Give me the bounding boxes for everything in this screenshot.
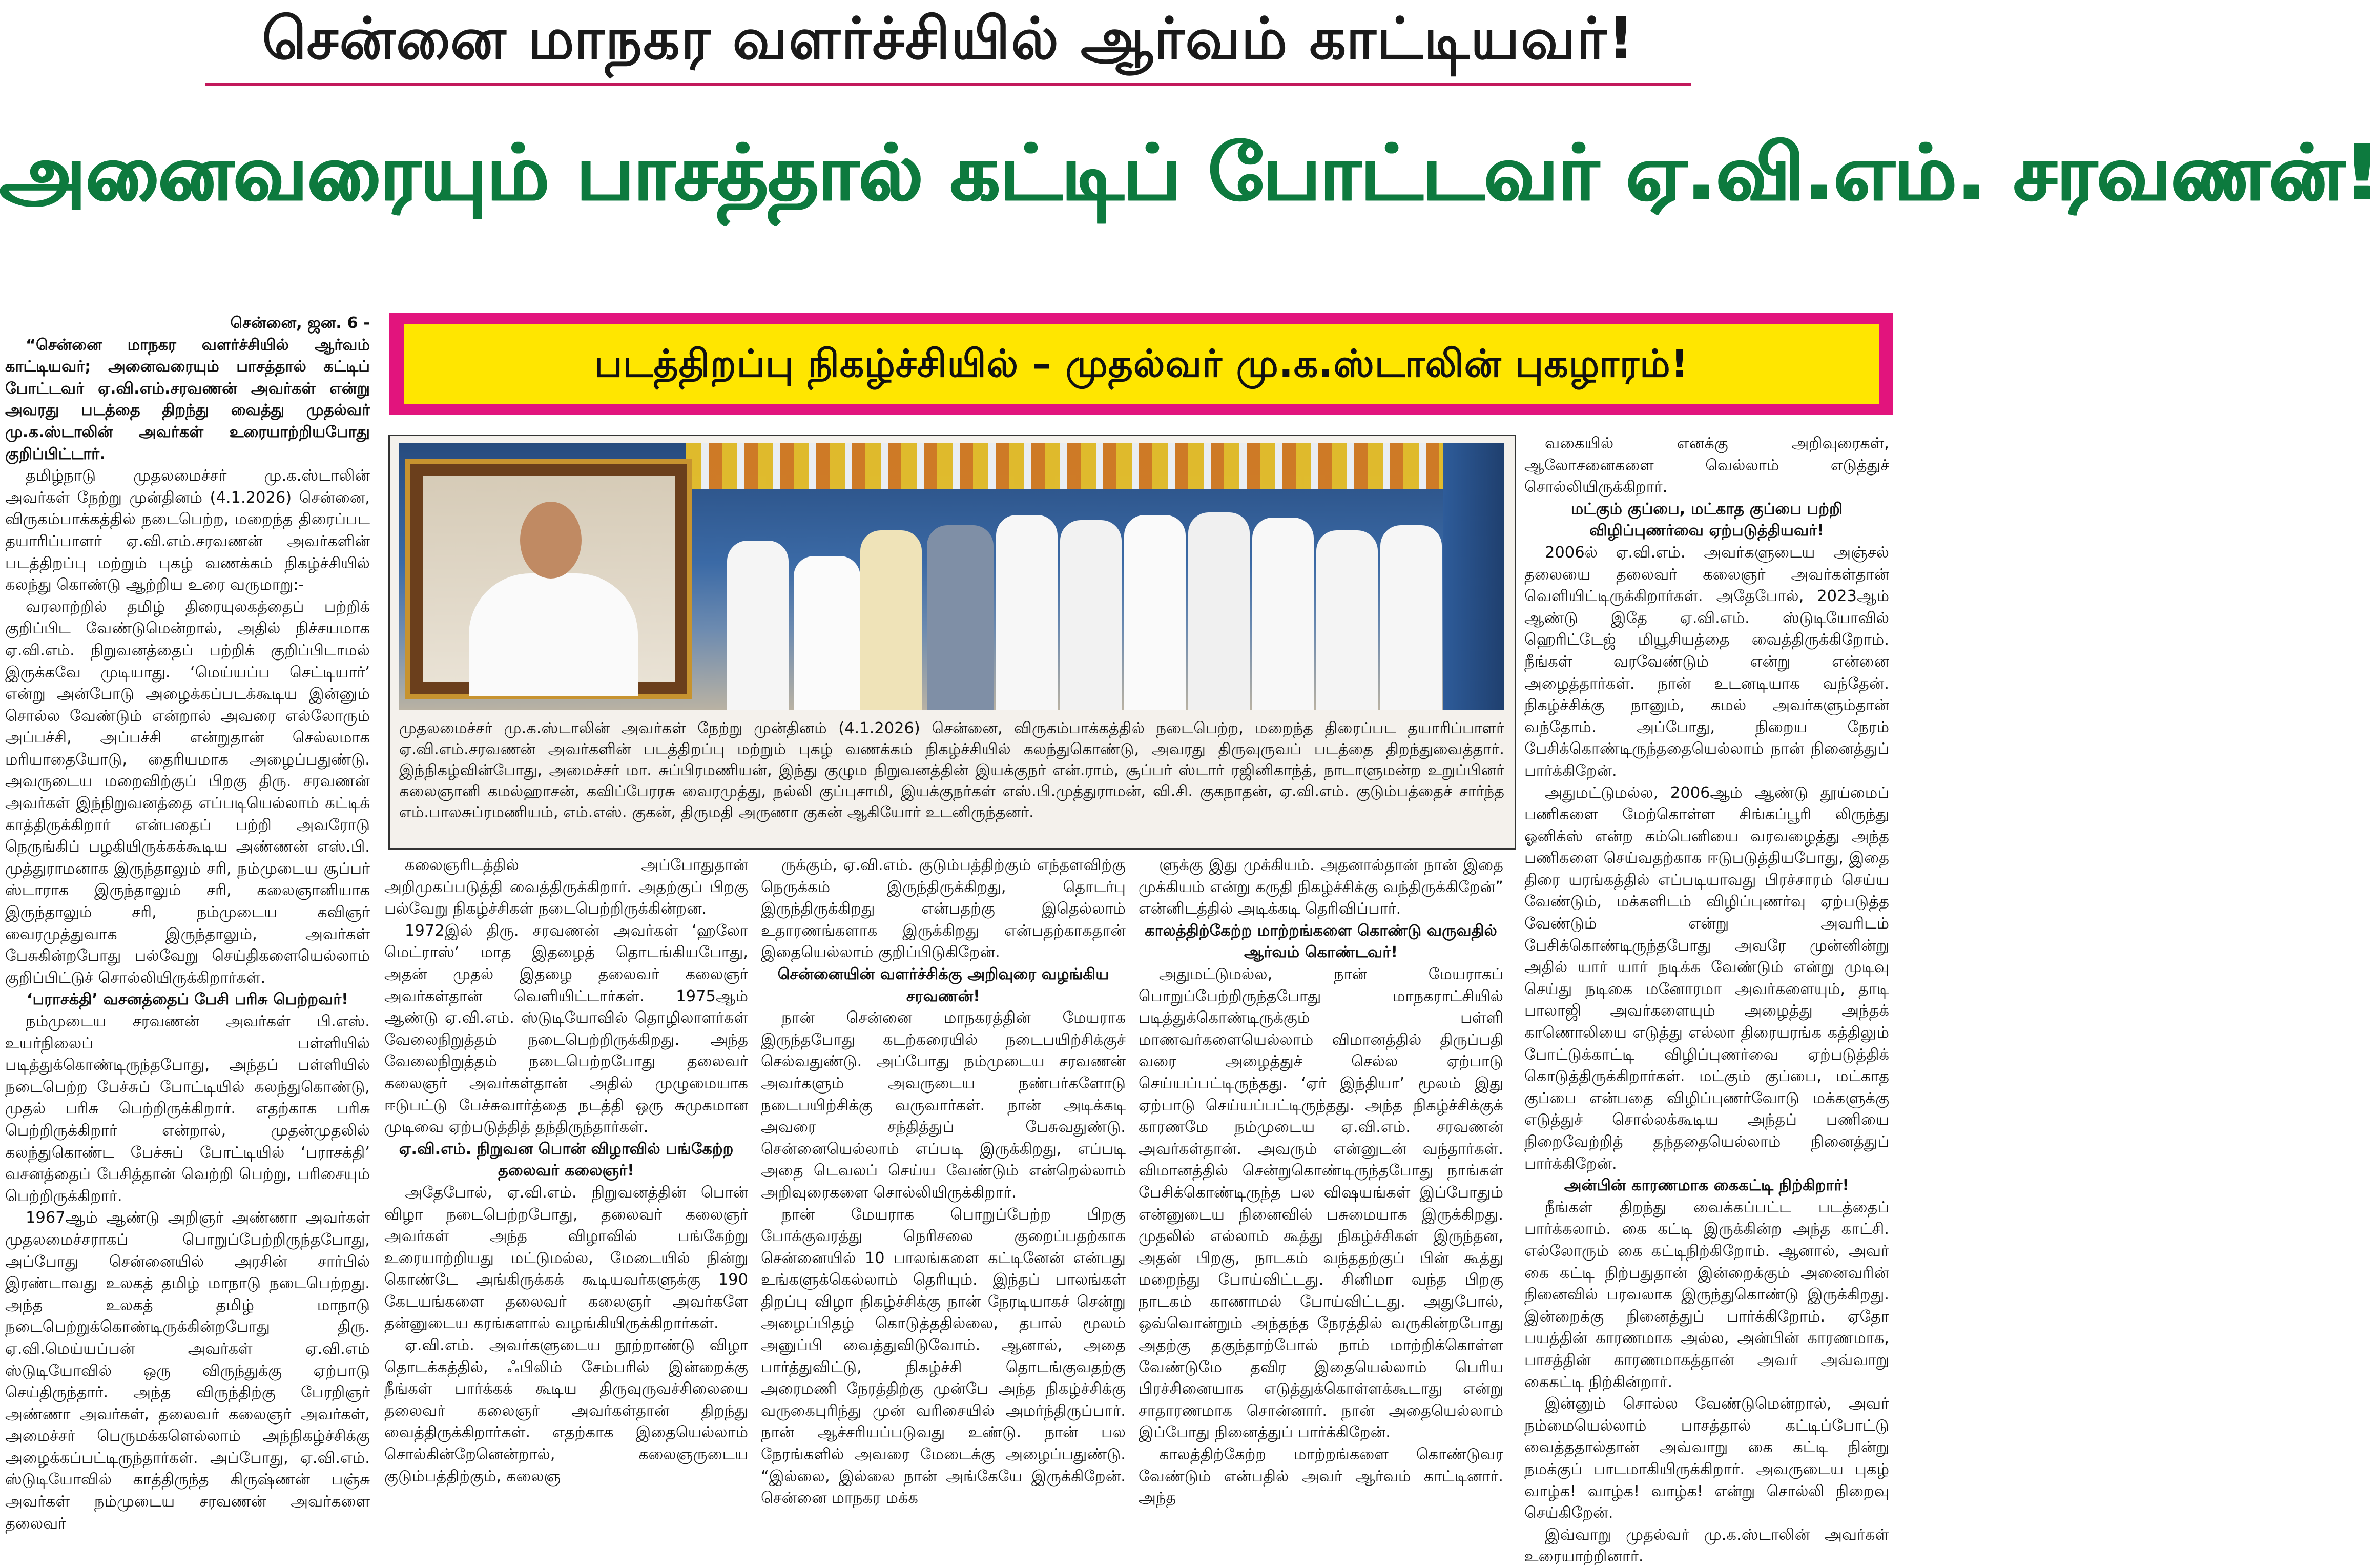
paragraph: நான் சென்னை மாநகரத்தின் மேயராக இருந்தபோது கடற்கரையில் நடைபயிற்சிக்குச் செல்வதுண்டு. அப்போது நம்முடைய சரவணன் அவர்களும் அவருடைய நண்பர்களோடு நடைபயிற்சிக்கு வருவார்கள். நான் அடிக்கடி அவரை சந்தித்துப் பேசுவதுண்டு. சென்னையெல்லாம் எப்படி இருக்கிறது, எப்படி அதை டெவலப் செய்ய வேண்டும் என்றெல்லாம் அறிவுரைகளை சொல்லியிருக்கிறார். <box>761 1009 1126 1202</box>
paragraph: ருக்கும், ஏ.வி.எம். குடும்பத்திற்கும் எந்தளவிற்கு நெருக்கம் இருந்திருக்கிறது, தொடர்பு இருந்திருக்கிறது என்பதற்கு இதெல்லாம் உதாரணங்களாக இருக்கிறது என்பதற்காகதான் இதையெல்லாம் குறிப்பிடுகிறேன். <box>761 856 1126 962</box>
photo-with-caption <box>388 435 1516 850</box>
portrait-frame <box>405 459 692 699</box>
section-subhead: ‘பராசக்தி’ வசனத்தைப் பேசி பரிசு பெற்றவர்! <box>26 991 349 1009</box>
photo-caption: முதலமைச்சர் மு.க.ஸ்டாலின் அவர்கள் நேற்று முன்தினம் (4.1.2026) சென்னை, விருகம்பாக்கத்தில் நடைபெற்ற, மறைந்த திரைப்பட தயாரிப்பாளர் ஏ.வி.எம்.சரவணன் அவர்களின் படத்திறப்பு மற்றும் புகழ் வணக்கம் நிகழ்ச்சியில் கலந்துகொண்டு, அவரது திருவுருவப் படத்தை திறந்துவைத்தார். இந்நிகழ்வின்போது, அமைச்சர் மா. சுப்பிரமணியன், இந்து குழும நிறுவனத்தின் இயக்குநர் என்.ராம், சூப்பர் ஸ்டார் ரஜினிகாந்த், நாடாளுமன்ற உறுப்பினர் கலைஞானி கமல்ஹாசன், கவிப்பேரரசு வைரமுத்து, நல்லி குப்புசாமி, இயக்குநர்கள் எஸ்.பி.முத்துராமன், வி.சி. குகநாதன், ஏ.வி.எம். குடும்பத்தைச் சார்ந்த எம்.பாலசுப்ரமணியம், எம்.எஸ். குகன், திருமதி அருணா குகன் ஆகியோர் உடனிருந்தனர். <box>399 719 1504 821</box>
column-5 <box>1524 433 1889 1566</box>
paragraph: இன்னும் சொல்ல வேண்டுமென்றால், அவர் நம்மையெல்லாம் பாசத்தால் கட்டிப்போட்டு வைத்ததால்தான் அவ்வாறு கை கட்டி நின்று நமக்குப் பாடமாகியிருக்கிறார். அவருடைய புகழ் வாழ்க! வாழ்க! வாழ்க! என்று சொல்லி நிறைவு செய்கிறேன். <box>1524 1395 1889 1522</box>
headline-divider <box>205 83 1691 86</box>
section-subhead: மட்கும் குப்பை, மட்காத குப்பை பற்றி விழிப்புணர்வை ஏற்படுத்தியவர்! <box>1570 500 1843 540</box>
paragraph: 1967ஆம் ஆண்டு அறிஞர் அண்ணா அவர்கள் முதலமைச்சராகப் பொறுப்பேற்றிருந்தபோது, அப்போது சென்னையில் அரசின் சார்பில் இரண்டாவது உலகத் தமிழ் மாநாடு நடைபெற்றது. அந்த உலகத் தமிழ் மாநாடு நடைபெற்றுக்கொண்டிருக்கின்றபோது திரு. ஏ.வி.மெய்யப்பன் அவர்கள் ஏ.வி.எம் ஸ்டுடியோவில் ஒரு விருந்துக்கு ஏற்பாடு செய்திருந்தார். அந்த விருந்திற்கு பேரறிஞர் அண்ணா அவர்கள், தலைவர் கலைஞர் அவர்கள், அமைச்சர் பெருமக்களெல்லாம் அந்நிகழ்ச்சிக்கு அழைக்கப்பட்டிருந்தார்கள். அப்போது, ஏ.வி.எம். ஸ்டுடியோவில் காத்திருந்த கிருஷ்ணன் பஞ்சு அவர்கள் நம்முடைய சரவணன் அவர்களை தலைவர் <box>5 1209 370 1533</box>
stage-curtain <box>1443 443 1504 710</box>
paragraph: தமிழ்நாடு முதலமைச்சர் மு.க.ஸ்டாலின் அவர்கள் நேற்று முன்தினம் (4.1.2026) சென்னை, விருகம்பாக்கத்தில் நடைபெற்ற, மறைந்த திரைப்பட தயாரிப்பாளர் ஏ.வி.எம்.சரவணன் அவர்களின் படத்திறப்பு மற்றும் புகழ் வணக்கம் நிகழ்ச்சியில் கலந்து கொண்டு ஆற்றிய உரை வருமாறு:- <box>5 467 370 594</box>
paragraph: நான் மேயராக பொறுப்பேற்ற பிறகு போக்குவரத்து நெரிசலை குறைப்பதற்காக சென்னையில் 10 பாலங்களை கட்டினேன் என்பது உங்களுக்கெல்லாம் தெரியும். இந்தப் பாலங்கள் திறப்பு விழா நிகழ்ச்சிக்கு நான் நேரடியாகச் சென்று அழைப்பிதழ் கொடுத்ததில்லை, தபால் மூலம் அனுப்பி வைத்துவிடுவோம். ஆனால், அதை பார்த்துவிட்டு, நிகழ்ச்சி தொடங்குவதற்கு அரைமணி நேரத்திற்கு முன்பே அந்த நிகழ்ச்சிக்கு வருகைபுரிந்து முன் வரிசையில் அமர்ந்திருப்பார். நான் ஆச்சரியப்படுவது உண்டு. நான் பல நேரங்களில் அவரை மேடைக்கு அழைப்பதுண்டு. “இல்லை, இல்லை நான் அங்கேயே இருக்கிறேன். சென்னை மாநகர மக்க <box>761 1205 1126 1508</box>
paragraph: 2006ல் ஏ.வி.எம். அவர்களுடைய அஞ்சல் தலையை தலைவர் கலைஞர் அவர்கள்தான் வெளியிட்டிருக்கிறார்கள். அதேபோல், 2023ஆம் ஆண்டு இதே ஏ.வி.எம். ஸ்டுடியோவில் ஹெரிட்டேஜ் மியூசியத்தை வைத்திருக்கிறோம். நீங்கள் வரவேண்டும் என்று என்னை அழைத்தார்கள். நான் உடனடியாக வந்தேன். நிகழ்ச்சிக்கு நானும், கமல் அவர்களும்தான் வந்தோம். அப்போது, நிறைய நேரம் பேசிக்கொண்டிருந்ததையெல்லாம் நான் நினைத்துப் பார்க்கிறேன். <box>1524 543 1889 780</box>
subheadline-band <box>389 313 1893 415</box>
paragraph: அதுமட்டுமல்ல, 2006ஆம் ஆண்டு தூய்மைப் பணிகளை மேற்கொள்ள சிங்கப்பூரி லிருந்து ஓனிக்ஸ் என்ற கம்பெனியை வரவழைத்து அந்த பணிகளை செய்வதற்காக ஈடுபடுத்தியபோது, இதை திரை யரங்கத்தில் எப்படியாவது பிரச்சாரம் செய்ய வேண்டும், மக்களிடம் விழிப்புணர்வு ஏற்படுத்த வேண்டும் என்று அவரிடம் பேசிக்கொண்டிருந்தபோது அவரே முன்னின்று அதில் யார் யார் நடிக்க வேண்டும் என்று முடிவு செய்து நடிகை மனோரமா அவர்களையும், தாடி பாலாஜி அவர்களையும் அழைத்து அந்தக் காணொலியை எடுத்து எல்லா திரையரங்க கத்திலும் போட்டுக்காட்டி விழிப்புணர்வை ஏற்படுத்திக் கொடுத்திருக்கிறார்கள். மட்கும் குப்பை, மட்காத குப்பை என்பதை விழிப்புணர்வோடு மக்களுக்கு எடுத்துச் சொல்லக்கூடிய அந்தப் பணியை நிறைவேற்றித் தந்ததையெல்லாம் நினைத்துப் பார்க்கிறேன். <box>1524 783 1889 1173</box>
main-headline: அனைவரையும் பாசத்தால் கட்டிப் போட்டவர் ஏ.வி.எம். சரவணன்! <box>0 129 2380 218</box>
column-3 <box>761 855 1126 1508</box>
section-subhead: சென்னையின் வளர்ச்சிக்கு அறிவுரை வழங்கிய சரவணன்! <box>777 965 1109 1005</box>
paragraph: நீங்கள் திறந்து வைக்கப்பட்ட படத்தைப் பார்க்கலாம். கை கட்டி இருக்கின்ற அந்த காட்சி. எல்லோரும் கை கட்டிநிற்கிறோம். ஆனால், அவர் கை கட்டி நிற்பதுதான் இன்றைக்கும் அனைவரின் நினைவில் பரவலாக இருந்துகொண்டு இருக்கிறது. இன்றைக்கு நினைத்துப் பார்க்கிறோம். ஏதோ பயத்தின் காரணமாக அல்ல, அன்பின் காரணமாக, பாசத்தின் காரணமாகத்தான் அவர் அவ்வாறு கைகட்டி நிற்கின்றார். <box>1524 1198 1889 1391</box>
paragraph: ளுக்கு இது முக்கியம். அதனால்தான் நான் இதை முக்கியம் என்று கருதி நிகழ்ச்சிக்கு வந்திருக்கிறேன்” என்னிடத்தில் அடிக்கடி தெரிவிப்பார். <box>1139 856 1503 918</box>
paragraph: இவ்வாறு முதல்வர் மு.க.ஸ்டாலின் அவர்கள் உரையாற்றினார். <box>1524 1525 1889 1566</box>
paragraph: அதேபோல், ஏ.வி.எம். நிறுவனத்தின் பொன் விழா நடைபெற்றபோது, தலைவர் கலைஞர் அவர்கள் அந்த விழாவில் பங்கேற்று உரையாற்றியது மட்டுமல்ல, மேடையில் நின்று கொண்டே அங்கிருக்கக் கூடியவர்களுக்கு 190 கேடயங்களை தலைவர் கலைஞர் அவர்களே தன்னுடைய கரங்களால் வழங்கியிருக்கிறார்கள். <box>384 1183 748 1333</box>
paragraph: காலத்திற்கேற்ற மாற்றங்களை கொண்டுவர வேண்டும் என்பதில் அவர் ஆர்வம் காட்டினார். அந்த <box>1139 1446 1503 1508</box>
section-subhead: அன்பின் காரணமாக கைகட்டி நிற்கிறார்! <box>1564 1177 1850 1195</box>
intro-paragraph: “சென்னை மாநகர வளர்ச்சியில் ஆர்வம் காட்டியவர்; அனைவரையும் பாசத்தால் கட்டிப் போட்டவர் ஏ.வி.எம்.சரவணன் அவர்கள் என்று அவரது படத்தை திறந்து வைத்து முதல்வர் மு.க.ஸ்டாலின் அவர்கள் உரையாற்றியபோது குறிப்பிட்டார். <box>5 336 370 463</box>
section-subhead: காலத்திற்கேற்ற மாற்றங்களை கொண்டு வருவதில் ஆர்வம் கொண்டவர்! <box>1145 921 1497 962</box>
paragraph: வகையில் எனக்கு அறிவுரைகள், ஆலோசனைகளை வெல்லாம் எடுத்துச் சொல்லியிருக்கிறார். <box>1524 435 1889 497</box>
column-2 <box>384 855 748 1486</box>
paragraph: வரலாற்றில் தமிழ் திரையுலகத்தைப் பற்றிக் குறிப்பிட வேண்டுமென்றால், அதில் நிச்சயமாக ஏ.வி.எம். நிறுவனத்தைப் பற்றிக் குறிப்பிடாமல் இருக்கவே முடியாது. ‘மெய்யப்ப செட்டியார்’ என்று அன்போடு அழைக்கப்படக்கூடிய இன்னும் சொல்ல வேண்டும் என்றால் அவரை எல்லோரும் அப்பச்சி, அப்பச்சி என்றுதான் செல்லமாக மரியாதையோடு, தைரியமாக அழைப்பதுண்டு. அவருடைய மறைவிற்குப் பிறகு திரு. சரவணன் அவர்கள் இந்நிறுவனத்தை எப்படியெல்லாம் கட்டிக் காத்திருக்கிறார் என்பதைப் பற்றி அவரோடு நெருங்கிப் பழகியிருக்கக்கூடிய அண்ணன் எஸ்.பி. முத்துராமனாக இருந்தாலும் சரி, நம்முடைய சூப்பர் ஸ்டாராக இருந்தாலும் சரி, கலைஞானியாக இருந்தாலும் சரி, நம்முடைய கவிஞர் வைரமுத்துவாக இருந்தாலும், அவர்கள் பேசுகின்றபோது பல்வேறு செய்திகளையெல்லாம் குறிப்பிட்டுச் சொல்லியிருக்கிறார்கள். <box>5 597 370 987</box>
section-subhead: ஏ.வி.எம். நிறுவன பொன் விழாவில் பங்கேற்ற தலைவர் கலைஞர்! <box>399 1140 734 1180</box>
subheadline: படத்திறப்பு நிகழ்ச்சியில் – முதல்வர் மு.க.ஸ்டாலின் புகழாரம்! <box>404 324 1879 404</box>
dateline: சென்னை, ஜன. 6 - <box>230 314 370 332</box>
paragraph: கலைஞரிடத்தில் அப்போதுதான் அறிமுகப்படுத்தி வைத்திருக்கிறார். அதற்குப் பிறகு பல்வேறு நிகழ்ச்சிகள் நடைபெற்றிருக்கின்றன. <box>384 856 748 918</box>
kicker-headline: சென்னை மாநகர வளர்ச்சியில் ஆர்வம் காட்டியவர்! <box>262 6 1635 72</box>
paragraph: ஏ.வி.எம். அவர்களுடைய நூற்றாண்டு விழா தொடக்கத்தில், ஃபிலிம் சேம்பரில் இன்றைக்கு நீங்கள் பார்க்கக் கூடிய திருவுருவச்சிலையை தலைவர் கலைஞர் அவர்கள்தான் திறந்து வைத்திருக்கிறார்கள். எதற்காக இதையெல்லாம் சொல்கின்றேனென்றால், கலைஞருடைய குடும்பத்திற்கும், கலைஞ <box>384 1336 748 1486</box>
event-photo <box>399 443 1504 710</box>
flower-garland <box>686 443 1504 489</box>
paragraph: 1972இல் திரு. சரவணன் அவர்கள் ‘ஹலோ மெட்ராஸ்’ மாத இதழைத் தொடங்கியபோது, அதன் முதல் இதழை தலைவர் கலைஞர் அவர்கள்தான் வெளியிட்டார்கள். 1975ஆம் ஆண்டு ஏ.வி.எம். ஸ்டுடியோவில் தொழிலாளர்கள் வேலைநிறுத்தம் நடைபெற்றிருக்கிறது. அந்த வேலைநிறுத்தம் நடைபெற்றபோது தலைவர் கலைஞர் அவர்கள்தான் அதில் முழுமையாக ஈடுபட்டு பேச்சுவார்த்தை நடத்தி ஒரு சுமுகமான முடிவை ஏற்படுத்தித் தந்திருந்தார்கள். <box>384 921 748 1137</box>
column-4 <box>1139 855 1503 1508</box>
paragraph: அதுமட்டுமல்ல, நான் மேயராகப் பொறுப்பேற்றிருந்தபோது மாநகராட்சியில் படித்துக்கொண்டிருக்கும் பள்ளி மாணவர்களையெல்லாம் விமானத்தில் திருப்பதி வரை அழைத்துச் செல்ல ஏற்பாடு செய்யப்பட்டிருந்தது. ‘ஏர் இந்தியா’ மூலம் இது ஏற்பாடு செய்யப்பட்டிருந்தது. அந்த நிகழ்ச்சிக்குக் காரணமே நம்முடைய ஏ.வி.எம். சரவணன் அவர்கள்தான். அவரும் என்னுடன் வந்தார்கள். விமானத்தில் சென்றுகொண்டிருந்தபோது நாங்கள் பேசிக்கொண்டிருந்த பல விஷயங்கள் இப்போதும் என்னுடைய நினைவில் பசுமையாக இருக்கிறது. முதலில் எல்லாம் கூத்து நிகழ்ச்சிகள் இருந்தன, அதன் பிறகு, நாடகம் வந்ததற்குப் பின் கூத்து மறைந்து போய்விட்டது. சினிமா வந்த பிறகு நாடகம் காணாமல் போய்விட்டது. அதுபோல், ஒவ்வொன்றும் அந்தந்த நேரத்தில் வருகின்றபோது அதற்கு தகுந்தாற்போல் நாம் மாற்றிக்கொள்ள வேண்டுமே தவிர இதையெல்லாம் பெரிய பிரச்சினையாக எடுத்துக்கொள்ளக்கூடாது என்று சாதாரணமாக சொன்னார். நான் அதையெல்லாம் இப்போது நினைத்துப் பார்க்கிறேன். <box>1139 965 1503 1442</box>
paragraph: நம்முடைய சரவணன் அவர்கள் பி.எஸ். உயர்நிலைப் பள்ளியில் படித்துக்கொண்டிருந்தபோது, அந்தப் பள்ளியில் நடைபெற்ற பேச்சுப் போட்டியில் கலந்துகொண்டு, முதல் பரிசு பெற்றிருக்கிறார். எதற்காக பரிசு பெற்றிருக்கிறார் என்றால், முதன்முதலில் கலந்துகொண்ட பேச்சுப் போட்டியில் ‘பராசக்தி’ வசனத்தைப் பேசித்தான் வெற்றி பெற்று, பரிசையும் பெற்றிருக்கிறார். <box>5 1013 370 1205</box>
column-1 <box>5 313 370 1533</box>
